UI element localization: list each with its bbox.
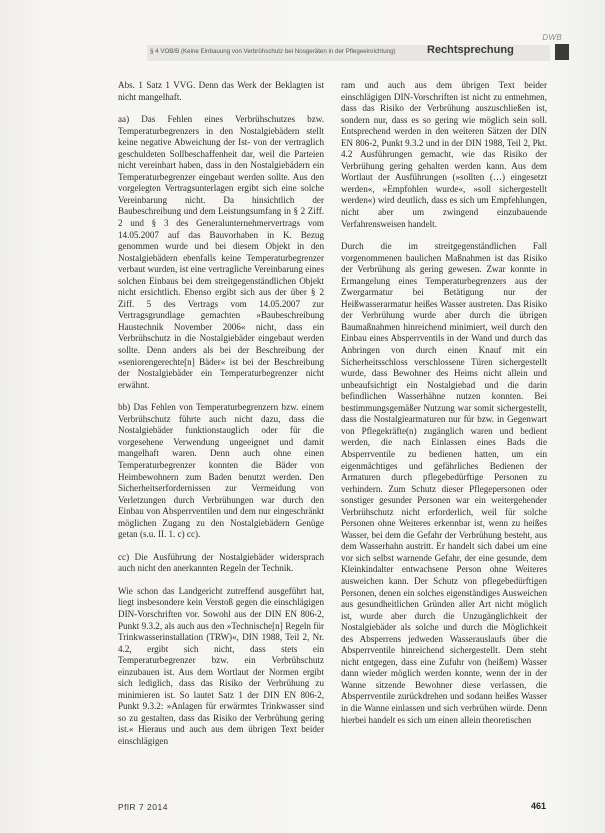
- paragraph: ram und auch aus dem übrigen Text beider einschlägigen DIN-Vorschriften ist nicht zu entnehmen, dass das Risiko der Verbrühung auszuschließen ist, sondern nur, dass es so gering wie möglich sein soll. Entsprechend werden in den weiteren Sätzen der DIN EN 806-2, Punkt 9.3.2 und in der DIN 1988, Teil 2, Pkt. 4.2 Ausführungen gemacht, wie das Risiko der Verbrühung gering gehalten werden kann. Aus dem Wortlaut der Ausführungen (»sollten (…) eingesetzt werden«, »Empfohlen wurde«, »soll sichergestellt werden«) wird deutlich, dass es sich um Empfehlungen, nicht aber um zwingend einzubauende Verfahrensweisen handelt.: [341, 80, 547, 229]
- paragraph: Abs. 1 Satz 1 VVG. Denn das Werk der Beklagten ist nicht mangelhaft.: [118, 80, 324, 102]
- page-number: 461: [531, 801, 547, 811]
- paragraph: bb) Das Fehlen von Temperaturbegrenzern bzw. einem Verbrühschutz führte auch nicht dazu, dass die Nostalgiebäder funktionstauglich oder für die vorgesehene Verwendung ungeeignet und damit mangelhaft waren. Denn auch ohne einen Temperaturbegrenzer konnten die Bäder von Heimbewohnern zum Baden benutzt werden. Den Sicherheitserfordernissen zur Vermeidung von Verletzungen durch Verbrühungen war durch den Einbau von Absperrventilen und dem nur eingeschränkt möglichen Zugang zu den Nostalgiebädern Genüge getan (s.u. II. 1. c) cc).: [118, 402, 324, 540]
- paragraph: Durch die im streitgegenständlichen Fall vorgenommenen baulichen Maßnahmen ist das Risiko der Verbrühung als gering gewesen. Zwar konnte in Ermangelung eines Temperaturbegrenzers aus der Zwergarmatur bei Betätigung nur der Heißwasserarmatur heißes Wasser austreten. Das Risiko der Verbrühung wurde aber durch die übrigen Baumaßnahmen hinreichend minimiert, weil durch den Einbau eines Absperrventils in der Wand und durch das Anbringen von durch einen Knauf mit ein Sicherheitsschloss verschlossene Türen sichergestellt wurde, dass Bewohner des Heims nicht allein und unbeaufsichtigt ein Nostalgiebad und die darin befindlichen Wasserhähne nutzen konnten. Bei bestimmungsgemäßer Nutzung war somit sichergestellt, dass die Nostalgiearmaturen nur für bzw. in Gegenwart von Pflegekräfte(n) zugänglich waren und bedient werden, die nach Einlassen eines Bads die Absperrventile zu bedienen hatten, um ein eigenmächtiges und gefährliches Bedienen der Armaturen durch pflegebedürftige Personen zu verhindern. Zum Schutz dieser Pflegepersonen oder sonstiger gesunder Personen war ein weitergehender Verbrühschutz nicht erforderlich, weil für solche Personen ohne Weiteres erkennbar ist, wenn zu heißes Wasser, bei dem die Gefahr der Verbrühung besteht, aus dem Wasserhahn austritt. Er handelt sich dabei um eine vor sich selbst warnende Gefahr, der eine gesunde, dem Kleinkindalter entwachsene Person ohne Weiteres ausweichen kann. Der Schutz von pflegebedürftigen Personen, denen ein solches eigenständiges Ausweichen aus gesundheitlichen Gründen aller Art nicht möglich ist, wurde aber durch die Unzugänglichkeit der Nostalgiebäder als solche und durch die Möglichkeit des Absperrens jedweden Wasserauslaufs über die Absperrventile hinreichend sichergestellt. Dem steht nicht entgegen, dass eine Zufuhr von (heißem) Wasser dann wieder möglich werden konnte, wenn der in der Wanne sitzende Bewohner diese verlassen, die Absperrventile zurückdrehen und sodann heißes Wasser in die Wanne einlassen und sich verbrühen würde. Denn hierbei handelt es sich um einen allein theoretischen: [341, 241, 547, 725]
- running-title: § 4 VOB/B (Keine Einbauung von Verbrühschutz bei Nosgeräten in der Pflegeeinrichtung): [150, 48, 396, 55]
- right-column: [341, 80, 547, 737]
- section-label: Rechtsprechung: [427, 44, 514, 56]
- paragraph: Wie schon das Landgericht zutreffend ausgeführt hat, liegt insbesondere kein Verstoß gegen die einschlägigen DIN-Vorschriften vor. Sowohl aus der DIN EN 806-2, Punkt 9.3.2, als auch aus den »Technische[n] Regeln für Trinkwasserinstallation (TRW)«, DIN 1988, Teil 2, Nr. 4.2, ergibt sich nicht, dass stets ein Temperaturbegrenzer bzw. ein Verbrühschutz einzubauen ist. Aus dem Wortlaut der Normen ergibt sich lediglich, dass das Risiko der Verbrühung zu minimieren ist. So lautet Satz 1 der DIN EN 806-2, Punkt 9.3.2: »Anlagen für erwärmtes Trinkwasser sind so zu gestalten, dass das Risiko der Verbrühung gering ist.« Hieraus und auch aus dem übrigen Text beider einschlägigen: [118, 585, 324, 746]
- footer-journal: PflR 7 2014: [118, 802, 168, 812]
- left-column: [118, 80, 324, 759]
- paragraph: aa) Das Fehlen eines Verbrühschutzes bzw. Temperaturbegrenzers in den Nostalgiebädern stellt keine negative Abweichung der Ist- von der vertraglich geschuldeten Sollbeschaffenheit dar, weil die Parteien nicht vereinbart haben, dass in den Nostalgiebädern ein Temperaturbegrenzer eingebaut werden sollte. Aus den vorgelegten Vertragsunterlagen ergibt sich eine solche Vereinbarung nicht. Da hinsichtlich der Baubeschreibung und dem Leistungsumfang in § 2 Ziff. 2 und § 3 des Generalunternehmervertrags vom 14.05.2007 auf das Bauvorhaben in K. Bezug genommen wurde und bei diesem Objekt in den Nostalgiebädern ebenfalls keine Temperaturbegrenzer verbaut wurden, ist eine vertragliche Vereinbarung eines solchen Einbaus bei dem streitgegenständlichen Objekt nicht ersichtlich. Ebenso ergibt sich aus der über § 2 Ziff. 5 des Vertrags vom 14.05.2007 zur Vertragsgrundlage gemachten »Baubeschreibung Haustechnik November 2006« nicht, dass ein Verbrühschutz in die Nostalgiebäder eingebaut werden sollte. Denn anders als bei der Beschreibung der »seniorengerechte[n] Bäder« ist bei der Beschreibung der Nostalgiebäder ein Temperaturbegrenzer nicht erwähnt.: [118, 114, 324, 390]
- journal-brand: DWB: [542, 33, 562, 42]
- section-marker: [555, 44, 569, 60]
- paragraph: cc) Die Ausführung der Nostalgiebäder widersprach auch nicht den anerkannten Regeln der Technik.: [118, 551, 324, 574]
